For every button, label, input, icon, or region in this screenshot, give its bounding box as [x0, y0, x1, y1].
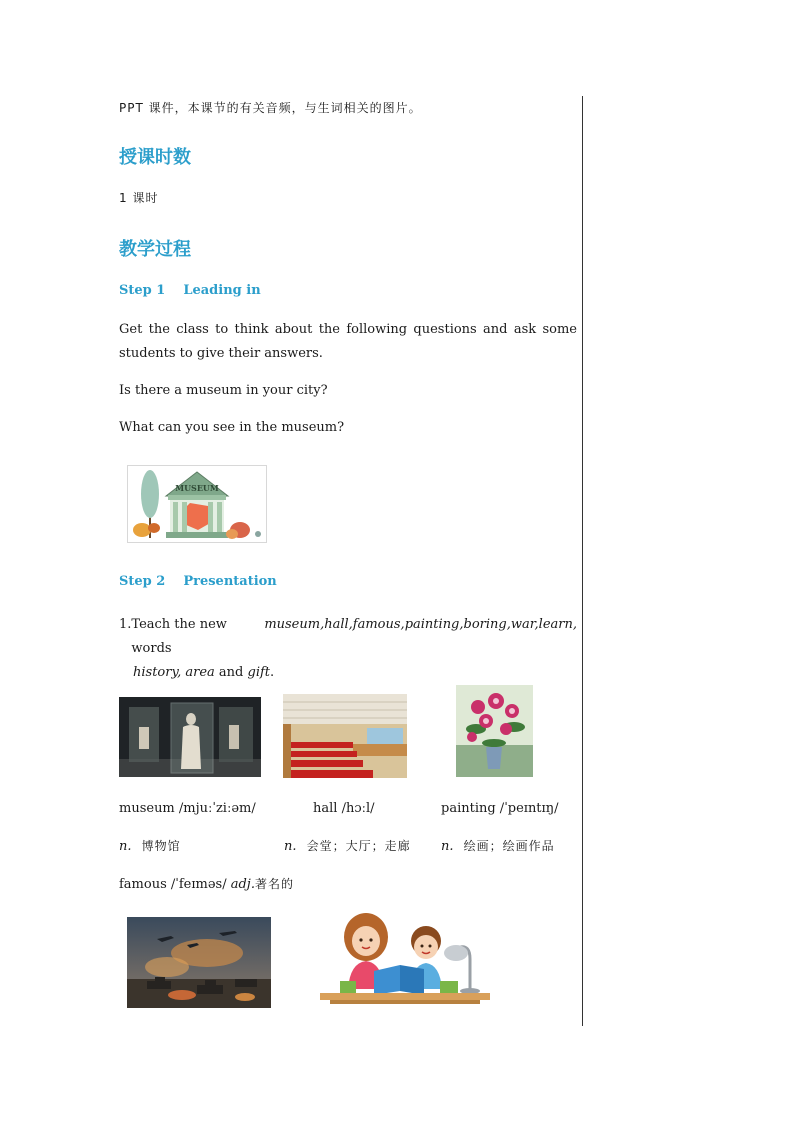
step2-label: Step 2 [119, 574, 166, 589]
word-4: boring, [463, 617, 511, 632]
word-7: history, [133, 665, 182, 680]
painting-photo [456, 685, 533, 777]
step1-heading [119, 283, 261, 298]
item-lead: Teach the new words [131, 617, 227, 656]
war-photo [127, 917, 271, 1008]
vocab-painting-meaning: 绘画；绘画作品 [463, 839, 555, 853]
intro-line: PPT 课件，本课节的有关音频，与生词相关的图片。 [119, 101, 422, 115]
question-2: What can you see in the museum? [119, 420, 345, 435]
vocab-museum-word: museum /mjuːˈziːəm/ [119, 801, 256, 816]
word-5: war, [510, 617, 539, 632]
hall-photo [283, 694, 407, 778]
vocab-hall-meaning: 会堂；大厅；走廊 [306, 839, 411, 853]
vocab-painting-word: painting /ˈpeɪntɪŋ/ [441, 801, 559, 816]
hours-heading: 授课时数 [119, 147, 191, 168]
word-1: hall, [324, 617, 353, 632]
famous-word: famous /ˈfeɪməs/ [119, 877, 227, 892]
item-number: 1. [119, 617, 132, 632]
famous-meaning: 著名的 [254, 877, 294, 891]
vocab-famous [119, 875, 294, 892]
question-1: Is there a museum in your city? [119, 383, 328, 398]
word-last: gift [247, 665, 271, 680]
vocab-hall-gloss [284, 837, 411, 854]
vocab-hall-pos: n. [284, 839, 297, 854]
vocab-painting-gloss [441, 837, 555, 854]
vocab-painting-pos: n. [441, 839, 454, 854]
new-words-item [119, 613, 577, 685]
hours-value: 1 课时 [119, 191, 159, 205]
vocab-museum-gloss [119, 837, 181, 854]
margin-rule [582, 96, 583, 1026]
museum-illustration [127, 465, 267, 543]
word-2: famous, [352, 617, 405, 632]
word-3: painting, [404, 617, 464, 632]
word-0: museum, [264, 617, 325, 632]
step1-paragraph: Get the class to think about the following questions and ask some students to give their answers. [119, 322, 577, 361]
word-8: area [185, 665, 215, 680]
vocab-museum-meaning: 博物馆 [141, 839, 181, 853]
item-period: . [270, 665, 275, 680]
museum-photo [119, 697, 261, 777]
step2-title: Presentation [183, 574, 277, 589]
step1-label: Step 1 [119, 283, 166, 298]
step1-title: Leading in [183, 283, 261, 298]
reading-cartoon [320, 907, 490, 1008]
vocab-museum-pos: n. [119, 839, 132, 854]
word-and: and [218, 665, 244, 680]
process-heading: 教学过程 [119, 239, 191, 260]
vocab-hall-word: hall /hɔːl/ [313, 801, 375, 816]
famous-pos: adj. [230, 877, 255, 892]
step2-heading [119, 574, 277, 589]
museum-sign: MUSEUM [175, 483, 219, 493]
word-6: learn, [538, 617, 577, 632]
